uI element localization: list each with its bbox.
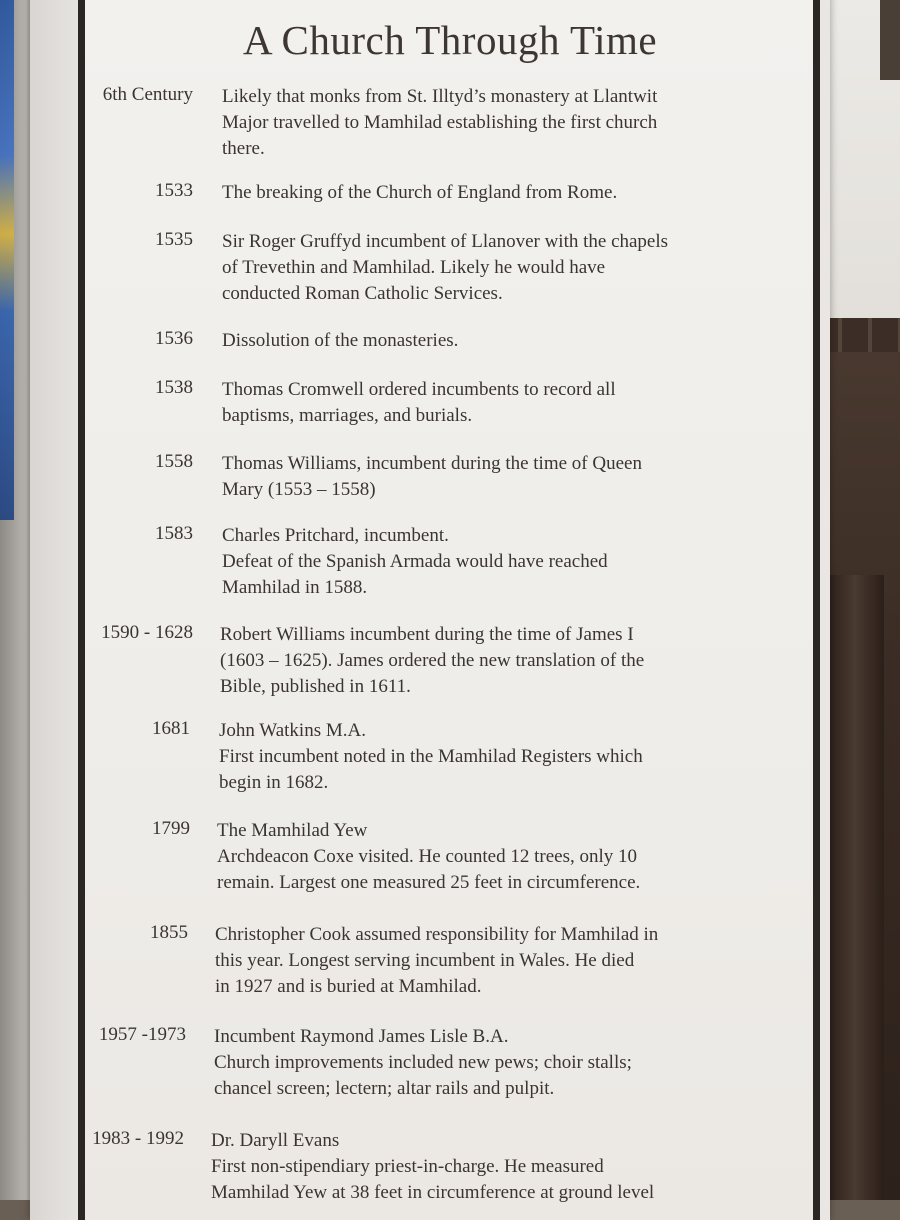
- entry-description: [219, 718, 749, 796]
- entry-description: [222, 377, 752, 429]
- entry-description: [222, 180, 752, 206]
- entry-description: [214, 1024, 744, 1102]
- entry-line: Mamhilad in 1588.: [222, 577, 368, 598]
- entry-line: in 1927 and is buried at Mamhilad.: [215, 976, 482, 997]
- entry-description: [222, 328, 752, 354]
- entry-line: there.: [222, 138, 265, 159]
- entry-description: [217, 818, 747, 896]
- entry-year: 1590 - 1628: [101, 622, 193, 643]
- entry-line: Robert Williams incumbent during the time of James I: [220, 624, 634, 645]
- entry-year: 1681: [152, 718, 190, 739]
- entry-line: remain. Largest one measured 25 feet in circumference.: [217, 872, 641, 893]
- entry-line: Major travelled to Mamhilad establishing the first church: [222, 112, 658, 133]
- entry-line: Dissolution of the monasteries.: [222, 330, 459, 351]
- entry-line: Archdeacon Coxe visited. He counted 12 trees, only 10: [217, 846, 637, 867]
- entry-line: conducted Roman Catholic Services.: [222, 283, 503, 304]
- entry-line: Christopher Cook assumed responsibility for Mamhilad in: [215, 924, 659, 945]
- entry-year: 1957 -1973: [98, 1024, 186, 1045]
- entry-year: 1535: [155, 229, 193, 250]
- entry-line: John Watkins M.A.: [219, 720, 366, 741]
- entry-line: First non-stipendiary priest-in-charge. He measured: [211, 1156, 604, 1177]
- entry-description: [215, 922, 745, 1000]
- entry-description: [222, 84, 752, 162]
- entry-line: First incumbent noted in the Mamhilad Registers which: [219, 746, 643, 767]
- entry-line: The breaking of the Church of England from Rome.: [222, 182, 618, 203]
- entry-line: Thomas Cromwell ordered incumbents to record all: [222, 379, 616, 400]
- entry-year: 1538: [155, 377, 193, 398]
- entry-line: Church improvements included new pews; choir stalls;: [214, 1052, 632, 1073]
- page-title: A Church Through Time: [242, 17, 658, 63]
- entry-line: Mary (1553 – 1558): [222, 479, 376, 500]
- entry-year: 1983 - 1992: [92, 1128, 184, 1149]
- entry-line: of Trevethin and Mamhilad. Likely he would have: [222, 257, 606, 278]
- entry-year: 1533: [155, 180, 193, 201]
- entry-year: 1558: [155, 451, 193, 472]
- entry-line: Dr. Daryll Evans: [211, 1130, 340, 1151]
- entry-line: The Mamhilad Yew: [217, 820, 368, 841]
- entry-line: Mamhilad Yew at 38 feet in circumference at ground level: [211, 1182, 655, 1203]
- entry-line: chancel screen; lectern; altar rails and pulpit.: [214, 1078, 555, 1099]
- entry-line: Defeat of the Spanish Armada would have reached: [222, 551, 608, 572]
- entry-year: 1583: [155, 523, 193, 544]
- entry-line: baptisms, marriages, and burials.: [222, 405, 473, 426]
- entry-line: Incumbent Raymond James Lisle B.A.: [214, 1026, 509, 1047]
- entry-line: (1603 – 1625). James ordered the new translation of the: [220, 650, 645, 671]
- entry-description: [220, 622, 750, 700]
- entry-year: 1855: [150, 922, 188, 943]
- entry-line: this year. Longest serving incumbent in Wales. He died: [215, 950, 635, 971]
- entry-line: Likely that monks from St. Illtyd’s monastery at Llantwit: [222, 86, 658, 107]
- entry-line: Thomas Williams, incumbent during the time of Queen: [222, 453, 642, 474]
- entry-description: [222, 229, 752, 307]
- entry-description: [222, 523, 752, 601]
- entry-year: 1536: [155, 328, 193, 349]
- entry-year: 6th Century: [102, 84, 193, 105]
- entry-year: 1799: [152, 818, 190, 839]
- entry-line: begin in 1682.: [219, 772, 329, 793]
- entry-description: [211, 1128, 741, 1206]
- entry-description: [222, 451, 752, 503]
- entry-line: Charles Pritchard, incumbent.: [222, 525, 449, 546]
- entry-line: Bible, published in 1611.: [220, 676, 411, 697]
- entry-line: Sir Roger Gruffyd incumbent of Llanover with the chapels: [222, 231, 669, 252]
